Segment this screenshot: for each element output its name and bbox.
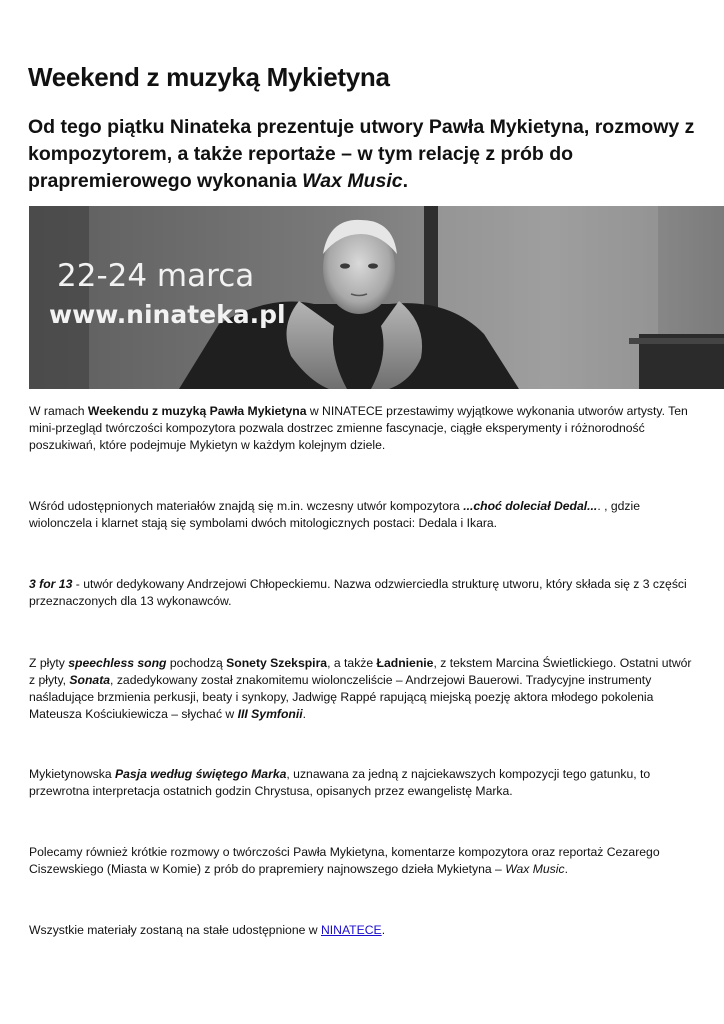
p4-text-k: . [302,707,307,721]
p4-text-g: , z tekstem Marcina Świetlickiego. Ostatni utwór z płyty, [29,656,692,687]
p5-work-title: Pasja według świętego Marka [115,767,287,781]
p5-text-c: , uznawana za jedną z najciekawszych kompozycji tego gatunku, to przewrotna interpretacja ostatnich godzin Chrystusa, opisanych przez ewangelistę Marka. [29,767,651,798]
paragraph-3for13 [29,576,699,610]
paragraph-speechless-song [29,655,699,723]
ninateka-link[interactable]: NINATECE [320,923,382,937]
p4-work-sonata: Sonata [69,673,111,687]
p7-text-a: Wszystkie materiały zostaną na stałe udostępnione w [29,923,321,937]
p4-text-i: , zadedykowany został znakomitemu wiolonczeliście – Andrzejowi Bauerowi. Tradycyjne instrumenty naśladujące brzmienia perkusji, beaty i synkopy, Jadwigę Rappé rapującą miejską poezję aktora młodego pokolenia Mateusza Kościukiewicza – słychać w [29,673,654,721]
paragraph-ninateka [29,922,699,939]
lead-paragraph [28,114,708,195]
banner-photo [29,206,724,389]
p6-text-c: . [564,862,568,876]
p2-text-c: . , gdzie wiolonczela i klarnet stają się symbolami dwóch mitologicznych postaci: Dedala i Ikara. [29,499,640,530]
p2-text-a: Wśród udostępnionych materiałów znajdą się m.in. wczesny utwór kompozytora [29,499,464,513]
paragraph-pasja [29,766,699,800]
p3-work-title: 3 for 13 [29,577,73,591]
banner-url: www.ninateka.pl [49,300,286,329]
p1-text-a: W ramach [29,404,88,418]
p4-work-symfonia: III Symfonii [237,707,303,721]
p1-text-c: w NINATECE przestawimy wyjątkowe wykonania utworów artysty. Ten mini-przegląd twórczości kompozytora pozwala dostrzec zmienne fascynacje, ciągłe eksperymenty i różnorodność poszukiwań, które podejmuje Mykietyn w każdym kolejnym dziele. [29,404,688,452]
p4-text-a: Z płyty [29,656,69,670]
paragraph-intro [29,403,699,454]
lead-end: . [402,170,409,192]
p1-bold: Weekendu z muzyką Pawła Mykietyna [87,404,307,418]
p6-text-a: Polecamy również krótkie rozmowy o twórczości Pawła Mykietyna, komentarze kompozytora oraz reportaż Cezarego Ciszewskiego (Miasta w Komie) z prób do prapremiery najnowszego dzieła Mykietyna – [29,845,660,876]
page-title: Weekend z muzyką Mykietyna [28,62,390,92]
p6-work-title: Wax Music [505,862,565,876]
p7-text-c: . [381,923,386,937]
p2-work-title: ...choć doleciał Dedal... [463,499,598,513]
p4-album-title: speechless song [68,656,167,670]
p3-text-c: - utwór dedykowany Andrzejowi Chłopeckiemu. Nazwa odzwierciedla strukturę utworu, który składa się z 3 części przeznaczonych dla 13 wykonawców. [29,577,687,608]
paragraph-dedal [29,498,699,532]
banner-image [29,206,724,389]
p4-text-e: , a także [327,656,377,670]
lead-italic-title: Wax Music [302,170,403,192]
p4-work-sonety: Sonety Szekspira [226,656,328,670]
lead-text: Od tego piątku Ninateka prezentuje utwory Pawła Mykietyna, rozmowy z kompozytorem, a także reportaże – w tym relację z prób do prapremierowego wykonania [28,116,695,192]
banner-dates: 22-24 marca [57,258,255,294]
p4-work-ladnienie: Ładnienie [376,656,434,670]
p5-text-a: Mykietynowska [29,767,116,781]
p4-text-c: pochodzą [166,656,227,670]
paragraph-rozmowy [29,844,699,878]
